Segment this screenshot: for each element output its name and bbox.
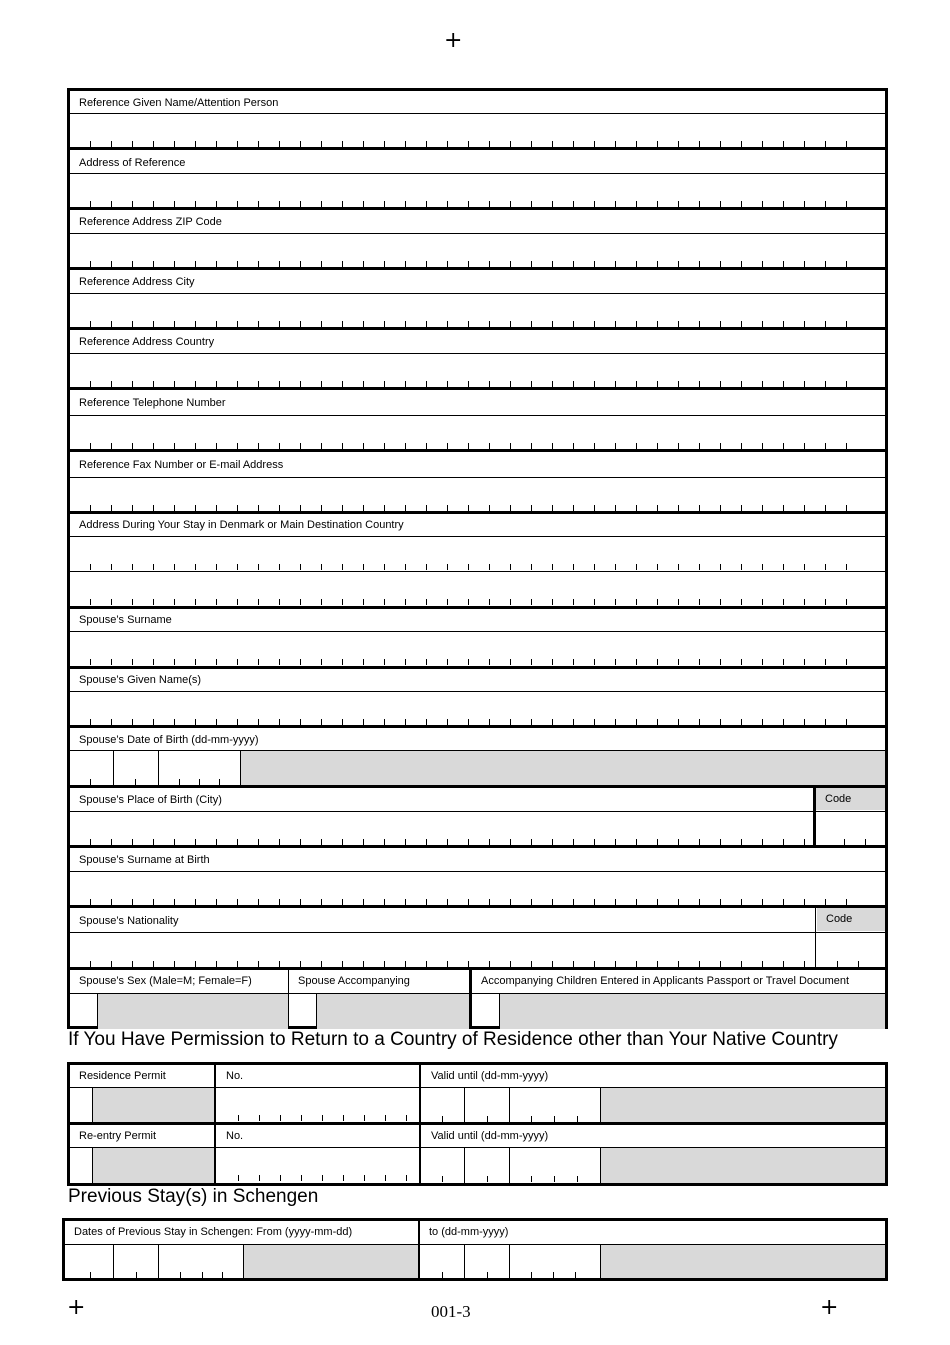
label-spouse-sex: Spouse’s Sex (Male=M; Female=F) [79,975,252,987]
residence-permit-valid-shaded [601,1088,885,1123]
reentry-permit-label: Re-entry Permit [79,1130,157,1142]
schengen-from-shaded [244,1245,418,1278]
spouse-sex-shaded-area [98,994,288,1029]
schengen-to-shaded [601,1245,885,1278]
char-boxes-address-during-stay-line1[interactable] [90,564,860,570]
reentry-permit-valid-label: Valid until (dd-mm-yyyy) [431,1130,549,1142]
field-label-spouse-surname-at-birth: Spouse’s Surname at Birth [79,854,210,866]
residence-permit-shaded [93,1088,214,1123]
field-label-country: Reference Address Country [79,336,215,348]
field-label-address-during-stay: Address During Your Stay in Denmark or Main Destination Country [79,519,404,531]
schengen-table [62,1218,888,1281]
reentry-permit-valid-shaded [601,1148,885,1183]
code-label-nationality [817,908,885,931]
field-label-reference-name: Reference Given Name/Attention Person [79,97,279,109]
field-label-spouse-given-names: Spouse’s Given Name(s) [79,674,202,686]
spouse-accompanying-shaded-area [317,994,469,1029]
field-label-address-of-reference: Address of Reference [79,157,186,169]
spouse-accompanying-input-box[interactable] [290,994,315,1027]
code-label-place-of-birth [816,788,885,810]
field-label-fax-email: Reference Fax Number or E-mail Address [79,459,284,471]
spouse-dob-shaded-area [241,751,885,786]
label-accompanying-children: Accompanying Children Entered in Applicants Passport or Travel Document [481,975,850,987]
spouse-sex-input-box[interactable] [69,994,95,1027]
schengen-to-label: to (dd-mm-yyyy) [429,1226,509,1238]
registration-mark-bottom-left: + [67,1295,86,1320]
schengen-from-label: Dates of Previous Stay in Schengen: From (yyyy-mm-dd) [74,1226,353,1238]
field-label-spouse-place-of-birth: Spouse’s Place of Birth (City) [79,794,222,806]
field-label-spouse-nationality: Spouse’s Nationality [79,915,179,927]
residence-section-heading: If You Have Permission to Return to a Country of Residence other than Your Native Country [68,1029,838,1050]
main-form [68,88,888,1029]
residence-permit-number-boxes[interactable] [238,1115,408,1121]
reentry-permit-checkbox[interactable] [70,1149,91,1181]
children-shaded-area [500,994,885,1029]
field-label-spouse-surname: Spouse’s Surname [79,614,172,626]
reentry-permit-shaded [93,1148,214,1183]
field-label-city: Reference Address City [79,276,195,288]
registration-mark-bottom-right: + [820,1295,839,1320]
field-label-telephone: Reference Telephone Number [79,397,226,409]
registration-mark-top: + [444,28,463,53]
residence-permit-checkbox[interactable] [70,1089,91,1121]
schengen-from-date-boxes[interactable] [65,1246,241,1278]
schengen-to-date-boxes[interactable] [422,1246,598,1278]
field-label-zip-code: Reference Address ZIP Code [79,216,222,228]
schengen-section-heading: Previous Stay(s) in Schengen [68,1186,319,1207]
residence-permit-label: Residence Permit [79,1070,166,1082]
code-label-text: Code [825,793,852,805]
char-boxes-address-during-stay-line2[interactable] [90,599,860,605]
residence-permit-valid-label: Valid until (dd-mm-yyyy) [431,1070,549,1082]
page-number: 001-3 [431,1302,471,1321]
reentry-permit-no-label: No. [226,1130,244,1142]
residence-permit-no-label: No. [226,1070,244,1082]
children-input-box[interactable] [473,994,498,1027]
residence-table [68,1062,888,1186]
field-label-spouse-dob: Spouse’s Date of Birth (dd-mm-yyyy) [79,734,259,746]
code-label-text: Code [826,913,853,925]
label-spouse-accompanying: Spouse Accompanying [298,975,410,987]
char-boxes-spouse-surname[interactable] [90,659,860,665]
reentry-permit-number-boxes[interactable] [238,1175,408,1181]
